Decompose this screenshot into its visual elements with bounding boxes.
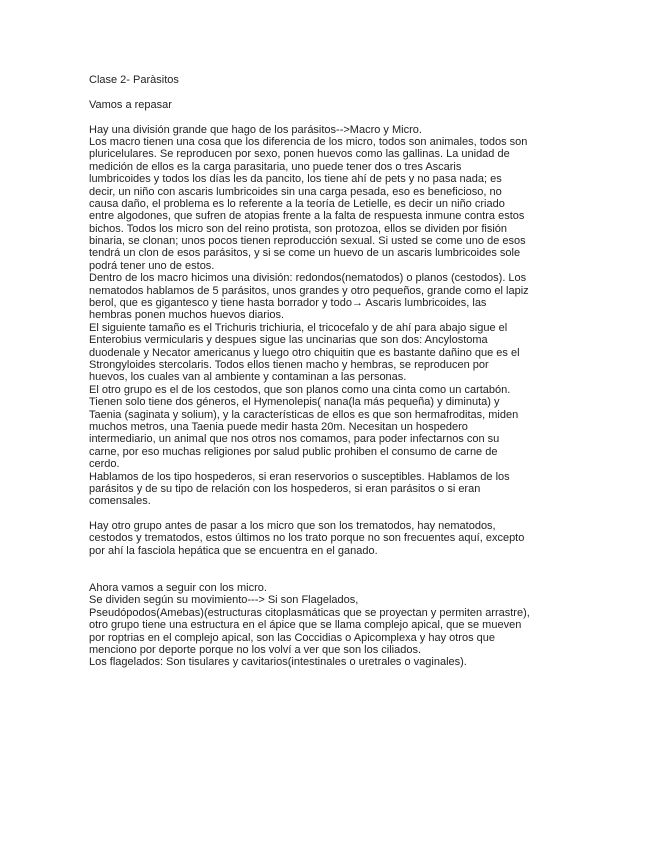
text-line: lumbricoides y todos los días les da pancito, los tiene ahí de pets y no pasa nada; es bbox=[89, 173, 502, 186]
document-subtitle: Vamos a repasar bbox=[89, 98, 172, 111]
text-line: entre algodones, que sufren de atopias frente a la falta de respuesta inmune contra estos bbox=[89, 210, 525, 223]
text-line: intermediario, un animal que nos otros nos comamos, para poder infectarnos con su bbox=[89, 433, 500, 446]
text-line: cestodos y trematodos, estos últimos no los trato porque no son frecuentes aquí, excepto bbox=[89, 532, 525, 545]
text-line: por ahí la fasciola hepática que se encuentra en el ganado. bbox=[89, 544, 378, 557]
text-line: Se dividen según su movimiento---> Si son Flagelados, bbox=[89, 594, 359, 607]
document-title: Clase 2- Paràsitos bbox=[89, 74, 179, 86]
text-line: causa daño, el problema es lo referente a la teoría de Letielle, es decir un niño criado bbox=[89, 197, 505, 210]
text-line: comensales. bbox=[89, 495, 151, 508]
text-line: Enterobius vermicularis y despues sigue las uncinarias que son dos: Ancylostoma bbox=[89, 334, 488, 347]
text-line: por roptrias en el complejo apical, son las Coccidias o Apicomplexa y hay otros que bbox=[89, 631, 495, 644]
text-line: muchos metros, una Taenia puede medir hasta 20m. Necesitan un hospedero bbox=[89, 420, 468, 433]
text-line: duodenale y Necator americanus y luego otro chiquitin que es bastante dañino que es el bbox=[89, 346, 520, 359]
text-line: Hay una división grande que hago de los parásitos-->Macro y Micro. bbox=[89, 123, 422, 136]
text-line: El siguiente tamaño es el Trichuris trichiuria, el tricocefalo y de ahí para abajo sigue el bbox=[89, 321, 508, 334]
text-line: bichos. Todos los micro son del reino protista, son protozoa, ellos se dividen por fisión bbox=[89, 222, 508, 235]
text-line: Los flagelados: Son tisulares y cavitarios(intestinales o uretrales o vaginales). bbox=[89, 656, 467, 669]
text-line: Strongyloides stercolaris. Todos ellos tienen macho y hembras, se reproducen por bbox=[89, 358, 489, 371]
text-line: Taenia (saginata y solium), y la características de ellos es que son hermafroditas, miden bbox=[89, 408, 519, 421]
text-line: menciono por deporte porque no los volví a ver que son los ciliados. bbox=[89, 643, 422, 656]
text-line: tendrá un clon de esos parásitos, y si se come un huevo de un ascaris lumbricoides sole bbox=[89, 247, 521, 260]
text-line: carne, por eso muchas religiones por salud public prohiben el consumo de carne de bbox=[89, 445, 498, 458]
spacer bbox=[89, 508, 573, 520]
text-line: nematodos hablamos de 5 parásitos, unos grandes y otro pequeños, grande como el lapiz bbox=[89, 284, 529, 297]
text-line: huevos, los cuales van al ambiente y contaminan a las personas. bbox=[89, 371, 407, 384]
text-line: parásitos y de su tipo de relación con los hospederos, si eran parásitos o si eran bbox=[89, 482, 481, 495]
spacer bbox=[89, 111, 573, 123]
spacer bbox=[89, 570, 573, 582]
section-micro bbox=[89, 582, 573, 669]
text-line: Hablamos de los tipo hospederos, si eran reservorios o susceptibles. Hablamos de los bbox=[89, 470, 510, 483]
document-body bbox=[89, 74, 573, 669]
text-line: cerdo. bbox=[89, 458, 120, 471]
spacer bbox=[89, 557, 573, 569]
text-line: decir, un niño con ascaris lumbricoides sin una carga pesada, eso es beneficioso, no bbox=[89, 185, 502, 198]
text-line: medición de ellos es la carga parasitaria, uno puede tener dos o tres Ascaris bbox=[89, 160, 462, 173]
text-line: berol, que es gigantesco y tiene hasta borrador y todo→ Ascaris lumbricoides, las bbox=[89, 297, 487, 310]
text-line: Hay otro grupo antes de pasar a los micro que son los trematodos, hay nematodos, bbox=[89, 520, 496, 533]
text-line: hembras ponen muchos huevos diarios. bbox=[89, 309, 285, 322]
text-line: binaria, se clonan; unos pocos tienen reproducción sexual. Si usted se come uno de esos bbox=[89, 235, 526, 248]
text-line: pluricelulares. Se reproducen por sexo, ponen huevos como las gallinas. La unidad de bbox=[89, 148, 510, 161]
text-line: podrá tener uno de estos. bbox=[89, 259, 215, 272]
section-trematodos bbox=[89, 520, 573, 557]
text-line: otro grupo tiene una estructura en el ápice que se llama complejo apical, que se mueven bbox=[89, 619, 522, 632]
section-macro-micro bbox=[89, 124, 573, 508]
text-line: Pseudópodos(Amebas)(estructuras citoplasmáticas que se proyectan y permiten arrastre), bbox=[89, 606, 530, 619]
text-line: Los macro tienen una cosa que los diferencia de los micro, todos son animales, todos son bbox=[89, 135, 528, 148]
text-line: Dentro de los macro hicimos una división: redondos(nematodos) o planos (cestodos). Los bbox=[89, 272, 527, 285]
text-line: Ahora vamos a seguir con los micro. bbox=[89, 582, 267, 595]
text-line: El otro grupo es el de los cestodos, que son planos como una cinta como un cartabón. bbox=[89, 383, 511, 396]
text-line: Tienen solo tiene dos géneros, el Hymenolepis( nana(la más pequeña) y diminuta) y bbox=[89, 396, 500, 409]
spacer bbox=[89, 86, 573, 98]
